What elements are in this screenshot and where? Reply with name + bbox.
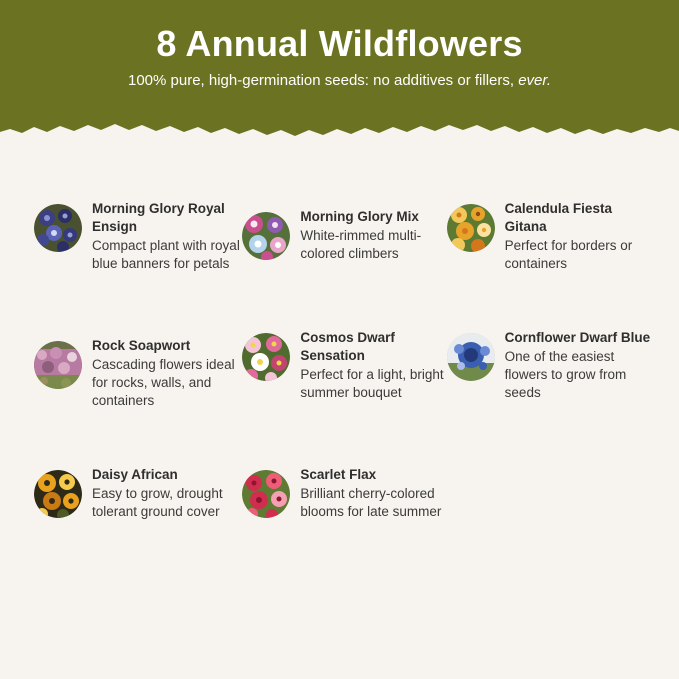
list-item-description: Perfect for borders or containers <box>504 238 633 271</box>
wildflower-list <box>0 142 679 521</box>
list-item <box>34 329 242 410</box>
list-item-title: Morning Glory Mix <box>300 209 419 224</box>
cosmos-dwarf-sensation-thumbnail <box>242 333 290 381</box>
list-item-title: Calendula Fiesta Gitana <box>504 201 612 234</box>
list-item-description: Perfect for a light, bright summer bouquet <box>300 367 444 400</box>
page-subtitle <box>0 70 679 92</box>
list-item-description: Brilliant cherry-colored blooms for late summer <box>300 486 442 519</box>
daisy-african-thumbnail <box>34 470 82 518</box>
list-item-empty <box>447 466 651 521</box>
wildflower-row-2 <box>0 329 679 410</box>
list-item-title: Morning Glory Royal Ensign <box>92 201 225 234</box>
list-item-title: Cosmos Dwarf Sensation <box>300 330 395 363</box>
page-header <box>0 0 679 142</box>
page-subtitle-main: 100% pure, high-germination seeds: no additives or fillers, <box>127 72 515 89</box>
list-item-description: Easy to grow, drought tolerant ground cover <box>92 486 223 519</box>
list-item <box>447 329 651 410</box>
page-subtitle-emphasis: ever. <box>518 72 551 89</box>
list-item <box>34 466 242 521</box>
list-item-title: Daisy African <box>92 467 178 482</box>
list-item <box>242 466 446 521</box>
scarlet-flax-thumbnail <box>242 470 290 518</box>
list-item-title: Scarlet Flax <box>300 467 377 482</box>
list-item-description: Compact plant with royal blue banners for petals <box>92 238 240 271</box>
calendula-fiesta-gitana-thumbnail <box>447 204 495 252</box>
torn-paper-edge <box>0 117 679 142</box>
list-item <box>242 200 446 273</box>
list-item <box>447 200 651 273</box>
list-item-description: Cascading flowers ideal for rocks, walls, and containers <box>92 357 235 408</box>
list-item-title: Cornflower Dwarf Blue <box>504 330 651 345</box>
list-item-description: One of the easiest flowers to grow from seeds <box>504 349 627 400</box>
list-item <box>242 329 446 410</box>
page-title: 8 Annual Wildflowers <box>156 23 523 64</box>
morning-glory-mix-thumbnail <box>242 212 290 260</box>
wildflower-row-3 <box>0 466 679 521</box>
rock-soapwort-thumbnail <box>34 341 82 389</box>
list-item-title: Rock Soapwort <box>92 338 191 353</box>
morning-glory-royal-ensign-thumbnail <box>34 204 82 252</box>
cornflower-dwarf-blue-thumbnail <box>447 333 495 381</box>
list-item-description: White-rimmed multi-colored climbers <box>300 228 422 261</box>
wildflower-row-1 <box>0 200 679 273</box>
list-item <box>34 200 242 273</box>
